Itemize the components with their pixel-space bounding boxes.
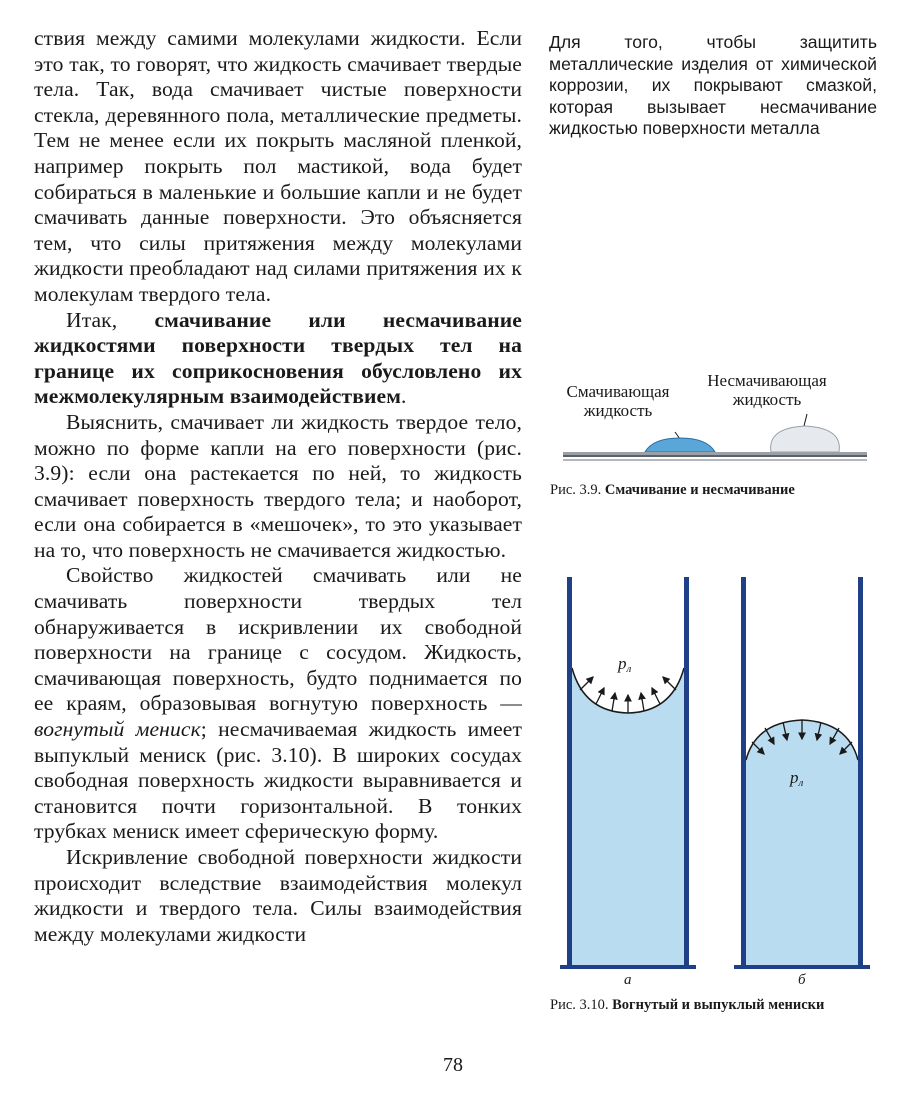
side-note: Для того, чтобы защитить металлические изделия от химической коррозии, их покрывают смазкой, которая вызывает несмачивание жидкостью поверхности металла [549, 32, 877, 138]
surface-top [563, 452, 867, 455]
nonwetting-label-line1: Несмачивающая [707, 371, 827, 390]
paragraph-1: ствия между самими молекулами жидкости. Если это так, то говорят, что жидкость смачивает твердые тела. Так, вода смачивает чистые поверхности стекла, деревянного пола, металлические предметы. Тем не менее если их покрыть масляной пленкой, например покрыть пол мастикой, вода будет собираться в маленькие и большие капли и не будет смачивать данные поверхности. Это объясняется тем, что силы притяжения между молекулами жидкости преобладают над силами притяжения их к молекулам твердого тела. [34, 26, 522, 306]
tube-a-base [560, 965, 696, 969]
figure-3-10-caption [550, 997, 878, 1014]
figure-3-10-caption-title: Вогнутый и выпуклый мениски [612, 997, 825, 1013]
arrow-a5 [641, 693, 644, 711]
concave-meniscus-term: вогнутый мениск [34, 717, 201, 742]
nonwetting-drop [771, 426, 840, 452]
wetting-label-line2: жидкость [583, 401, 653, 420]
wetting-drawing [545, 366, 875, 476]
paragraph-2 [34, 308, 522, 410]
main-text-column [34, 26, 522, 947]
paragraph-4-b: ; несмачиваемая жидкость имеет выпуклый мениск (рис. 3.10). В широких сосудах свободная поверхность жидкости выравнивается и становится почти горизонтальной. В тонких трубках мениск имеет сферическую форму. [34, 717, 522, 844]
tube-a-letter: а [624, 972, 632, 988]
figure-3-9-caption [550, 482, 880, 499]
figure-menisci [550, 572, 880, 988]
figure-wetting [545, 366, 875, 476]
tube-b-left-wall [741, 577, 746, 968]
liquid-convex [746, 720, 858, 967]
figure-3-10-caption-prefix: Рис. 3.10. [550, 997, 613, 1013]
figure-3-9-caption-prefix: Рис. 3.9. [550, 482, 605, 498]
tube-b-base [734, 965, 870, 969]
tube-b-letter: б [798, 972, 806, 988]
arrow-a6 [652, 688, 660, 704]
nonwetting-label-line2: жидкость [732, 390, 802, 409]
tube-b-right-wall [858, 577, 863, 968]
paragraph-3: Выяснить, смачивает ли жидкость твердое тело, можно по форме капли на его поверхности (рис. 3.9): если она растекается по ней, то жидкость смачивает поверхность твердого тела; и наоборот, если она собирается в «мешочек», то это указывает на то, что поверхность не смачивается жидкостью. [34, 409, 522, 562]
paragraph-2-lead: Итак, [66, 307, 155, 332]
paragraph-2-end: . [401, 384, 407, 409]
paragraph-4 [34, 563, 522, 845]
tube-a-left-wall [567, 577, 572, 968]
arrow-a7 [663, 677, 676, 690]
arrow-a3 [612, 693, 615, 711]
surface-edge [563, 455, 867, 457]
paragraph-4-a: Свойство жидкостей смачивать или не смачивать поверхности твердых тел обнаруживается в искривлении их свободной поверхности на границе с сосудом. Жидкость, смачивающая поверхность, будто поднимается по ее краям, образовывая вогнутую поверхность — [34, 563, 522, 716]
pressure-label-b: pл [790, 768, 804, 789]
page-number: 78 [443, 1054, 463, 1076]
paragraph-5: Искривление свободной поверхности жидкости происходит вследствие взаимодействия молекул жидкости и твердого тела. Силы взаимодействия между молекулами жидкости [34, 845, 522, 946]
menisci-drawing [550, 572, 880, 982]
pressure-label-a: pл [618, 654, 632, 675]
wetting-label-line1: Смачивающая [566, 382, 670, 401]
paragraph-2-bold: смачивание или несмачивание жидкостями поверхности твердых тел на границе их соприкосновения обусловлено их межмолекулярным взаимодействием [34, 307, 522, 409]
arrow-a1 [580, 677, 593, 690]
arrow-a2 [596, 688, 604, 704]
figure-3-9-caption-title: Смачивание и несмачивание [604, 482, 795, 498]
tube-a-right-wall [684, 577, 689, 968]
wetting-drop [645, 438, 715, 452]
